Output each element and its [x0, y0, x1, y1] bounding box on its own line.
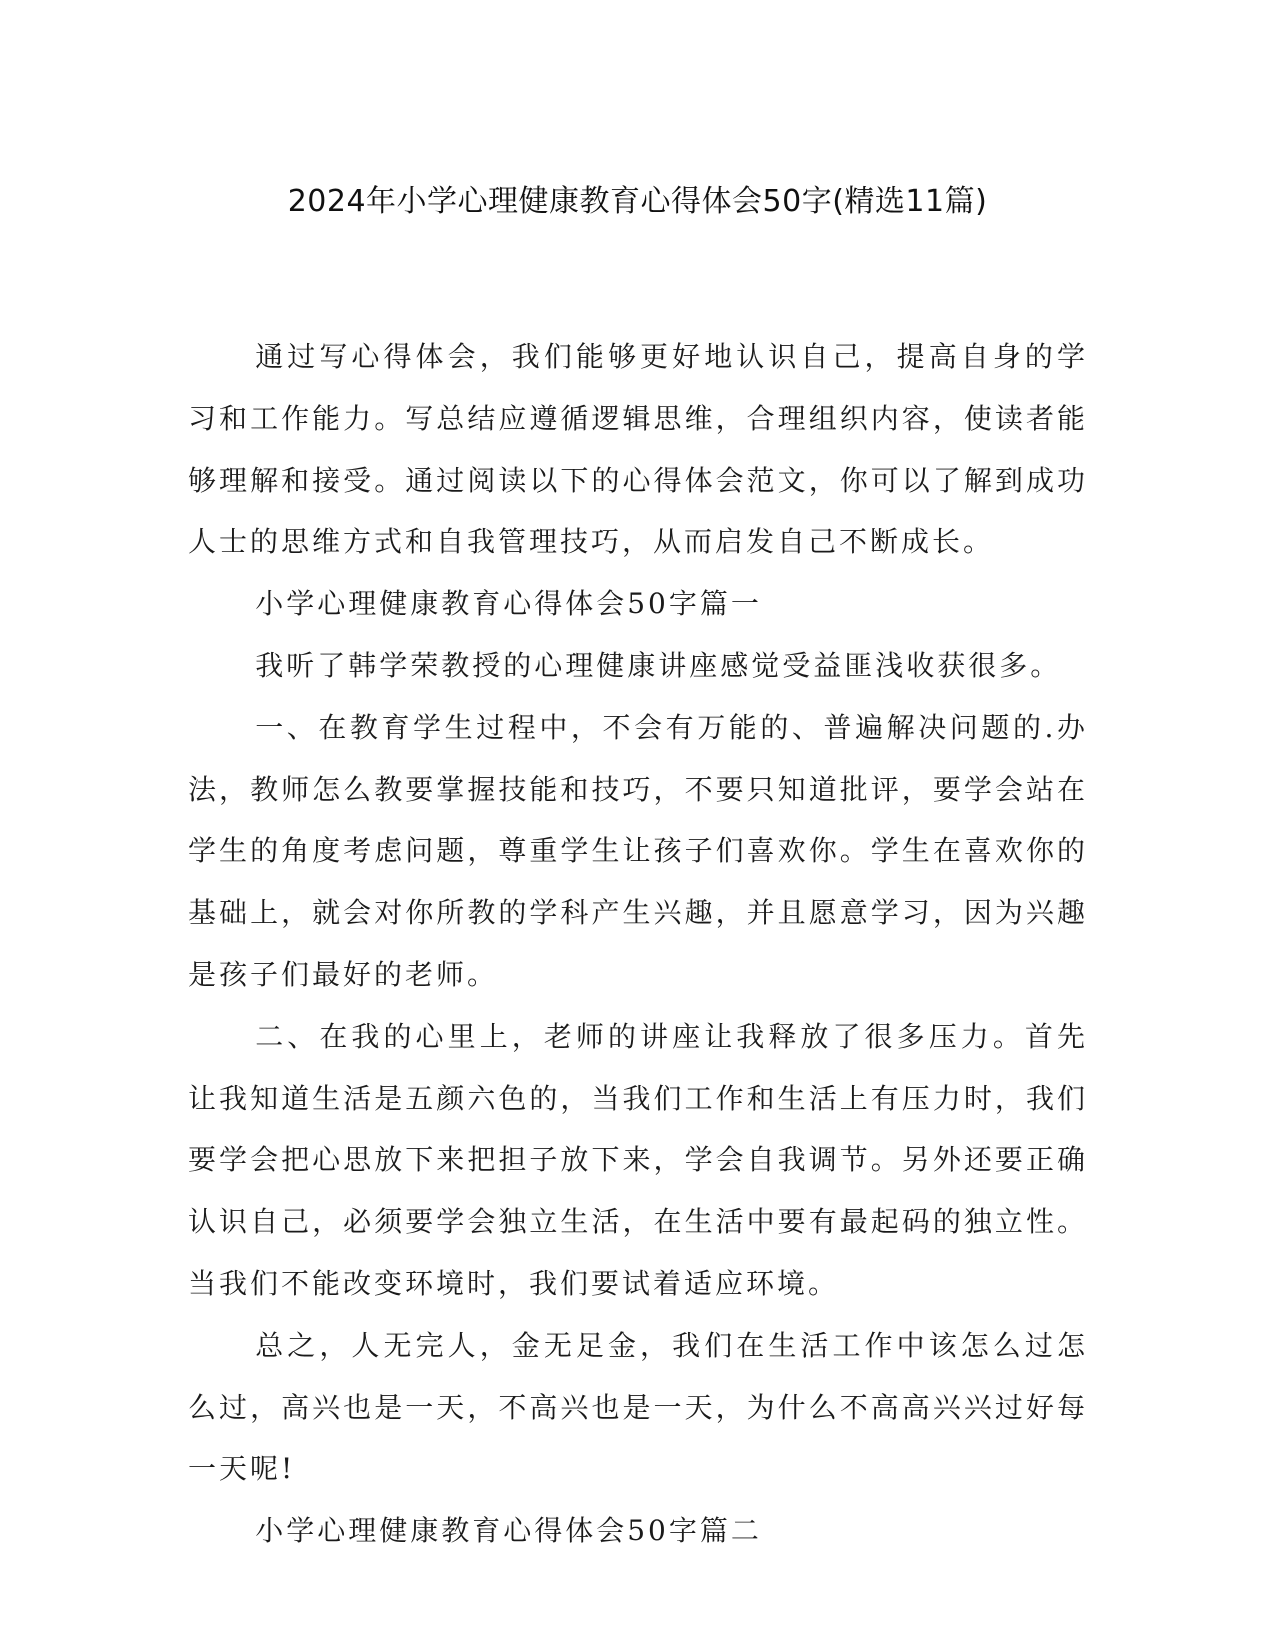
document-title: 2024年小学心理健康教育心得体会50字(精选11篇) — [287, 184, 988, 219]
body-paragraph: 二、在我的心里上，老师的讲座让我释放了很多压力。首先让我知道生活是五颜六色的，当我们工作和生活上有压力时，我们要学会把心思放下来把担子放下来，学会自我调节。另外还要正确认识自己，必须要学会独立生活，在生活中要有最起码的独立性。当我们不能改变环境时，我们要试着适应环境。 — [188, 1019, 1088, 1300]
body-paragraph: 我听了韩学荣教授的心理健康讲座感觉受益匪浅收获很多。 — [255, 648, 1062, 682]
body-paragraph: 一、在教育学生过程中，不会有万能的、普遍解决问题的.办法，教师怎么教要掌握技能和技巧，不要只知道批评，要学会站在学生的角度考虑问题，尊重学生让孩子们喜欢你。学生在喜欢你的基础上，就会对你所教的学科产生兴趣，并且愿意学习，因为兴趣是孩子们最好的老师。 — [188, 710, 1088, 991]
section-heading-1: 小学心理健康教育心得体会50字篇一 — [255, 587, 762, 621]
body-paragraph: 总之，人无完人，金无足金，我们在生活工作中该怎么过怎么过，高兴也是一天，不高兴也是一天，为什么不高高兴兴过好每一天呢! — [188, 1328, 1088, 1486]
document-body — [188, 326, 1088, 1562]
intro-paragraph: 通过写心得体会，我们能够更好地认识自己，提高自身的学习和工作能力。写总结应遵循逻辑思维，合理组织内容，使读者能够理解和接受。通过阅读以下的心得体会范文，你可以了解到成功人士的思维方式和自我管理技巧，从而启发自己不断成长。 — [188, 340, 1088, 559]
section-heading-2: 小学心理健康教育心得体会50字篇二 — [255, 1514, 762, 1548]
